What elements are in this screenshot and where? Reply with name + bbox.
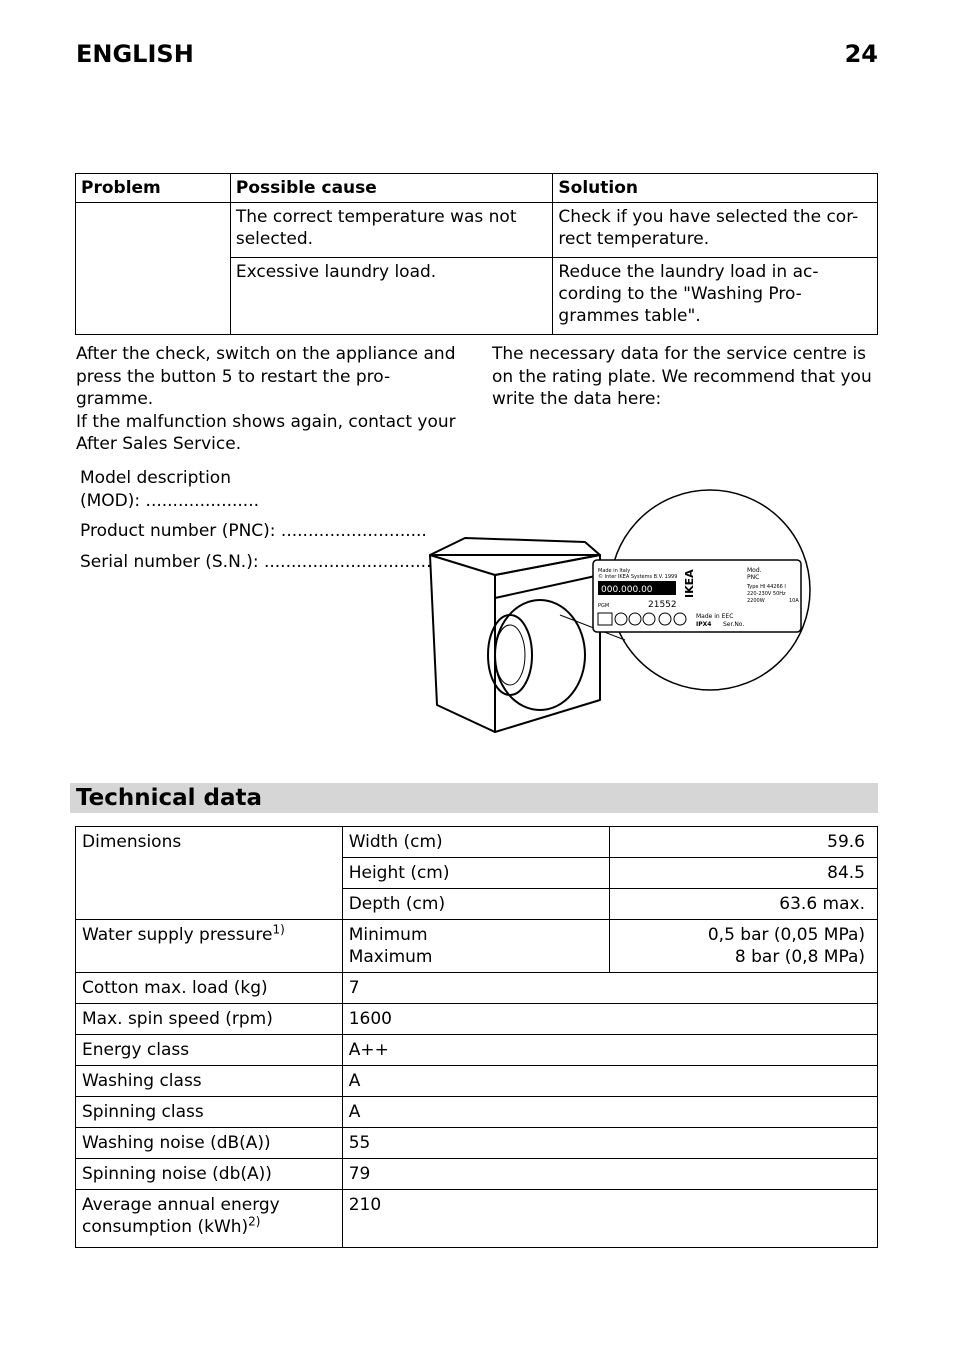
pressure-range-labels: Minimum Maximum xyxy=(342,920,610,973)
cause-cell: Excessive laundry load. xyxy=(230,258,553,335)
table-row xyxy=(76,203,878,258)
table-row xyxy=(76,973,878,1004)
table-row xyxy=(76,920,878,973)
technical-data-title: Technical data xyxy=(76,785,263,811)
spec-label: Washing class xyxy=(76,1066,343,1097)
table-row xyxy=(76,827,878,858)
model-label: Model description xyxy=(80,468,231,488)
energy-consumption-value: 210 xyxy=(342,1190,877,1248)
plate-pgm: PGM xyxy=(598,603,610,609)
technical-data-table xyxy=(75,826,878,1248)
machine-top xyxy=(430,538,600,555)
plate-pnc: PNC xyxy=(747,574,760,581)
after-check-contact: If the malfunction shows again, contact your After Sales Service. xyxy=(76,411,456,454)
plate-ipx: IPX4 xyxy=(696,621,712,628)
spec-value: A xyxy=(342,1066,877,1097)
plate-brand: IKEA xyxy=(683,569,696,598)
plate-type: Type HI 44266 I xyxy=(747,584,786,590)
spec-label: Max. spin speed (rpm) xyxy=(76,1004,343,1035)
plate-ser: Ser.No. xyxy=(723,621,745,628)
table-row xyxy=(76,1066,878,1097)
spec-label: Cotton max. load (kg) xyxy=(76,973,343,1004)
door-glass xyxy=(495,625,525,685)
plate-number: 000.000.00 xyxy=(601,585,653,595)
model-description-field xyxy=(80,467,432,512)
solution-cell: Check if you have selected the cor-rect temperature. xyxy=(553,203,878,258)
control-panel xyxy=(495,555,600,598)
spec-label: Energy class xyxy=(76,1035,343,1066)
table-row xyxy=(76,1190,878,1248)
spec-label: Spinning noise (db(A)) xyxy=(76,1159,343,1190)
header-solution: Solution xyxy=(553,174,878,203)
model-blank: (MOD): ..................... xyxy=(80,490,260,511)
table-row xyxy=(76,1035,878,1066)
height-label: Height (cm) xyxy=(342,858,610,889)
product-number-field: Product number (PNC): ........................... xyxy=(80,521,427,541)
spec-value: A xyxy=(342,1097,877,1128)
plate-copyright: © Inter IKEA Systems B.V. 1999 xyxy=(598,574,678,580)
plate-mod: Mod. xyxy=(747,567,762,574)
door-ring xyxy=(495,600,585,710)
spec-label: Spinning class xyxy=(76,1097,343,1128)
spec-value: 55 xyxy=(342,1128,877,1159)
width-value: 59.6 xyxy=(610,827,878,858)
energy-consumption-label: Average annual energy consumption (kWh)$^{2)}$ xyxy=(76,1190,343,1248)
technical-data-section-bar xyxy=(70,783,878,813)
plate-code: 21552 xyxy=(648,600,677,610)
spec-value: A++ xyxy=(342,1035,877,1066)
plate-made-in-eec: Made in EEC xyxy=(696,613,734,620)
page-number: 24 xyxy=(844,40,878,68)
rating-plate-fields xyxy=(80,467,432,581)
table-row xyxy=(76,1128,878,1159)
spec-value: 1600 xyxy=(342,1004,877,1035)
header-problem: Problem xyxy=(76,174,231,203)
depth-label: Depth (cm) xyxy=(342,889,610,920)
spec-value: 79 xyxy=(342,1159,877,1190)
after-check-paragraph: After the check, switch on the appliance and press the button 5 to restart the pro-gramme. xyxy=(76,344,456,409)
width-label: Width (cm) xyxy=(342,827,610,858)
footnote-2: 2) xyxy=(248,1214,261,1229)
header-possible-cause: Possible cause xyxy=(230,174,553,203)
dimensions-label: Dimensions xyxy=(76,827,343,920)
footnote-1: 1) xyxy=(272,922,285,937)
plate-made-in: Made in Italy xyxy=(598,568,631,574)
washing-machine-illustration xyxy=(425,480,815,740)
solution-cell: Reduce the laundry load in ac-cording to the "Washing Pro-grammes table". xyxy=(553,258,878,335)
service-note-text: The necessary data for the service centre is on the rating plate. We recommend that you write the data here: xyxy=(492,344,872,409)
table-row xyxy=(76,1097,878,1128)
plate-power: 2200W xyxy=(747,598,765,604)
height-value: 84.5 xyxy=(610,858,878,889)
language-heading: ENGLISH xyxy=(76,40,194,68)
cause-cell: The correct temperature was not selected. xyxy=(230,203,553,258)
plate-voltage: 220-230V 50Hz xyxy=(747,591,786,597)
table-header-row xyxy=(76,174,878,203)
spec-value: 7 xyxy=(342,973,877,1004)
troubleshooting-table xyxy=(75,173,878,335)
pressure-range-values: 0,5 bar (0,05 MPa) 8 bar (0,8 MPa) xyxy=(610,920,878,973)
after-check-text xyxy=(76,343,466,456)
serial-number-field: Serial number (S.N.): ............................... xyxy=(80,551,432,572)
depth-value: 63.6 max. xyxy=(610,889,878,920)
table-row xyxy=(76,1004,878,1035)
problem-cell xyxy=(76,203,231,335)
plate-amps: 10A xyxy=(789,598,799,604)
machine-side xyxy=(430,555,495,732)
table-row xyxy=(76,1159,878,1190)
water-pressure-label: Water supply pressure$^{1)}$ xyxy=(76,920,343,973)
spec-label: Washing noise (dB(A)) xyxy=(76,1128,343,1159)
